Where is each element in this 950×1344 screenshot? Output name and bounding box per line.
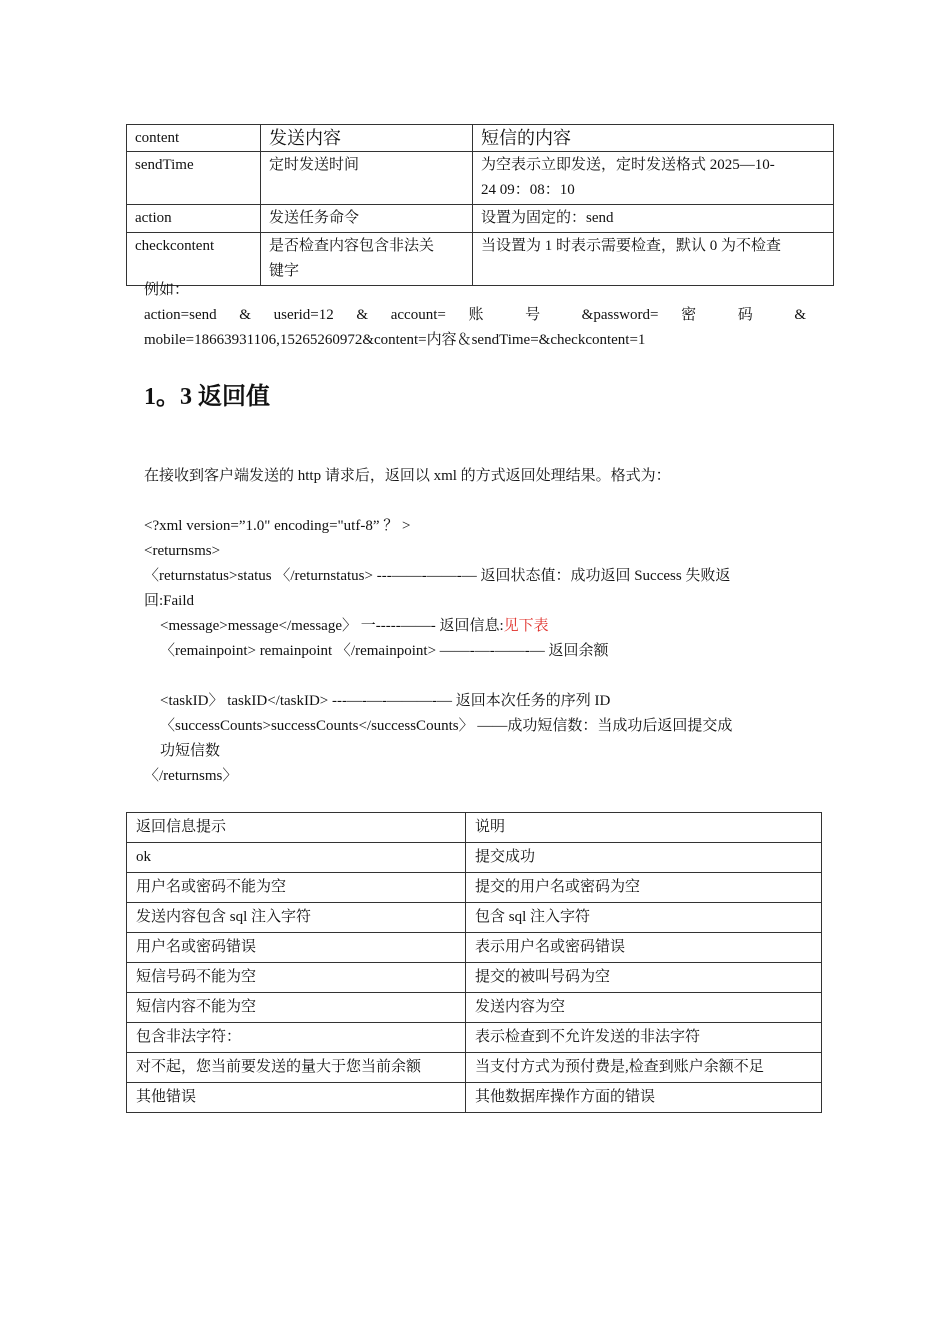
table-row	[127, 1023, 822, 1053]
table-row	[127, 152, 834, 205]
return-description: 包含 sql 注入字符	[466, 903, 822, 933]
param-label: 发送内容	[261, 125, 473, 152]
param-desc-line: 24 09：08：10	[481, 182, 575, 198]
param-label-line: 键字	[269, 263, 300, 279]
example-line-2: mobile=18663931106,15265260972&content=内容＆sendTime=&checkcontent=1	[144, 332, 646, 348]
return-description: 表示用户名或密码错误	[466, 933, 822, 963]
see-table-link[interactable]: 见下表	[503, 618, 549, 634]
param-label: 发送任务命令	[261, 205, 473, 233]
param-desc-line: 为空表示立即发送，定时发送格式 2025—10-	[481, 157, 775, 173]
section-heading: 1。3 返回值	[144, 384, 270, 410]
return-message: 用户名或密码不能为空	[127, 873, 466, 903]
section-intro: 在接收到客户端发送的 http 请求后，返回以 xml 的方式返回处理结果。格式为：	[144, 468, 671, 484]
xml-status-line: 〈returnstatus>status 〈/returnstatus> ---——-——-— 返回状态值：成功返回 Success 失败返	[144, 568, 731, 584]
xml-taskid-line: <taskID〉 taskID</taskID> ---—-—-———-— 返回本次任务的序列 ID	[160, 693, 611, 709]
table-row	[127, 1053, 822, 1083]
param-label: 定时发送时间	[261, 152, 473, 205]
param-desc: 当设置为 1 时表示需要检查，默认 0 为不检查	[473, 233, 834, 286]
column-header: 返回信息提示	[127, 813, 466, 843]
table-row	[127, 843, 822, 873]
return-message: 短信号码不能为空	[127, 963, 466, 993]
table-row	[127, 903, 822, 933]
param-desc: 设置为固定的：send	[473, 205, 834, 233]
table-row	[127, 205, 834, 233]
xml-status-line-cont: 回:Faild	[144, 593, 195, 609]
return-description: 当支付方式为预付费是,检查到账户余额不足	[466, 1053, 822, 1083]
return-message: ok	[127, 843, 466, 873]
xml-remainpoint-line: 〈remainpoint> remainpoint 〈/remainpoint> ——-—-——-— 返回余额	[160, 643, 609, 659]
param-name: checkcontent	[127, 233, 261, 286]
parameter-table	[126, 124, 834, 286]
return-description: 提交的被叫号码为空	[466, 963, 822, 993]
xml-declaration: <?xml version=”1.0" encoding="utf-8” ？ >	[144, 518, 411, 534]
xml-successcounts-line-cont: 功短信数	[160, 743, 221, 759]
return-message: 用户名或密码错误	[127, 933, 466, 963]
table-row	[127, 933, 822, 963]
table-row	[127, 125, 834, 152]
table-header-row	[127, 813, 822, 843]
xml-successcounts-line: 〈successCounts>successCounts</successCounts〉 ——成功短信数：当成功后返回提交成	[160, 718, 733, 734]
return-message: 对不起，您当前要发送的量大于您当前余额	[127, 1053, 466, 1083]
example-label: 例如：	[144, 282, 190, 298]
xml-close-tag: 〈/returnsms〉	[144, 768, 238, 784]
return-description: 发送内容为空	[466, 993, 822, 1023]
param-desc: 短信的内容	[473, 125, 834, 152]
return-info-table	[126, 812, 822, 1113]
table-row	[127, 873, 822, 903]
table-row	[127, 1083, 822, 1113]
param-name: action	[127, 205, 261, 233]
return-description: 表示检查到不允许发送的非法字符	[466, 1023, 822, 1053]
return-description: 提交成功	[466, 843, 822, 873]
param-name: sendTime	[127, 152, 261, 205]
return-message: 短信内容不能为空	[127, 993, 466, 1023]
table-row	[127, 993, 822, 1023]
return-description: 其他数据库操作方面的错误	[466, 1083, 822, 1113]
xml-open-tag: <returnsms>	[144, 543, 221, 559]
return-description: 提交的用户名或密码为空	[466, 873, 822, 903]
return-message: 其他错误	[127, 1083, 466, 1113]
param-desc	[473, 152, 834, 205]
param-name: content	[127, 125, 261, 152]
xml-message-line	[160, 614, 549, 639]
return-message: 发送内容包含 sql 注入字符	[127, 903, 466, 933]
param-label-line: 是否检查内容包含非法关	[269, 238, 435, 254]
return-message: 包含非法字符：	[127, 1023, 466, 1053]
table-row	[127, 963, 822, 993]
xml-message-text: <message>message</message〉 一-----——- 返回信息:	[160, 618, 504, 634]
column-header: 说明	[466, 813, 822, 843]
example-line-1: action=send & userid=12 & account= 账 号 &password= 密 码 &	[144, 307, 806, 323]
